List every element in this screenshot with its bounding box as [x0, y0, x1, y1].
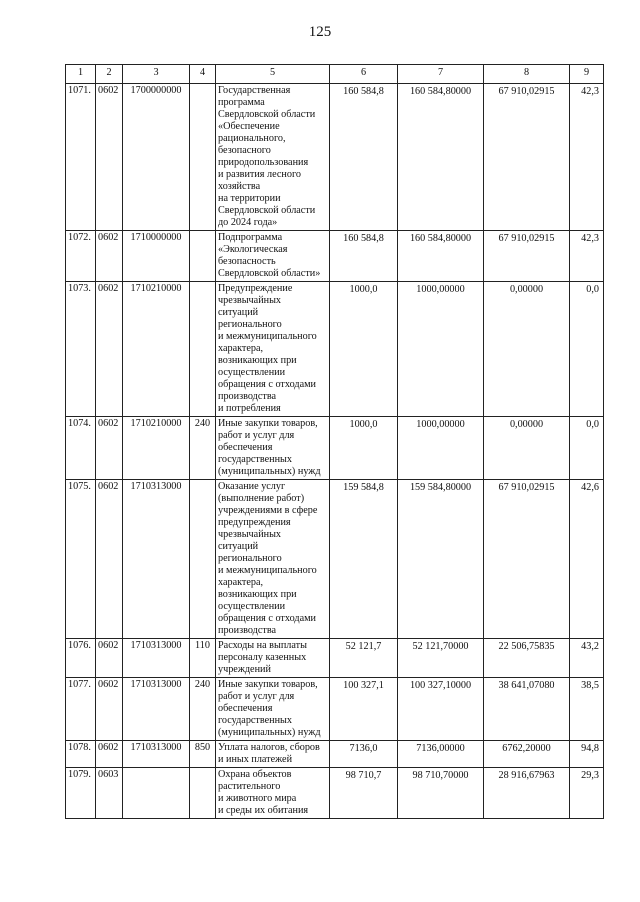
- name-cell: Иные закупки товаров, работ и услуг для обеспечения государственных (муниципальных) нужд: [216, 678, 330, 741]
- percent-cell: 29,3: [570, 768, 604, 819]
- executed-amount-cell: 6762,20000: [484, 741, 570, 768]
- planned-amount-cell: 160 584,8: [330, 231, 398, 282]
- expense-type-cell: [190, 768, 216, 819]
- planned-amount-cell: 160 584,8: [330, 84, 398, 231]
- expense-type-cell: [190, 282, 216, 417]
- planned-amount-cell: 1000,0: [330, 417, 398, 480]
- planned-amount-cell: 52 121,7: [330, 639, 398, 678]
- refined-amount-cell: 160 584,80000: [398, 84, 484, 231]
- section-code-cell: 0602: [96, 231, 123, 282]
- table-row: [66, 282, 604, 417]
- name-cell: Государственная программа Свердловской области «Обеспечение рационального, безопасного природопользования и развития лесного хозяйства на территории Свердловской области до 2024 года»: [216, 84, 330, 231]
- column-header: 1: [66, 65, 96, 84]
- column-header: 9: [570, 65, 604, 84]
- target-article-cell: 1700000000: [123, 84, 190, 231]
- refined-amount-cell: 100 327,10000: [398, 678, 484, 741]
- table-body: [66, 65, 604, 819]
- refined-amount-cell: 1000,00000: [398, 282, 484, 417]
- planned-amount-cell: 7136,0: [330, 741, 398, 768]
- column-header: 6: [330, 65, 398, 84]
- section-code-cell: 0602: [96, 84, 123, 231]
- name-cell: Предупреждение чрезвычайных ситуаций регионального и межмуниципального характера, возникающих при осуществлении обращения с отходами производства и потребления: [216, 282, 330, 417]
- executed-amount-cell: 0,00000: [484, 282, 570, 417]
- target-article-cell: [123, 768, 190, 819]
- expense-type-cell: [190, 480, 216, 639]
- section-code-cell: 0602: [96, 741, 123, 768]
- table-row: [66, 639, 604, 678]
- section-code-cell: 0602: [96, 678, 123, 741]
- row-number-cell: 1076.: [66, 639, 96, 678]
- planned-amount-cell: 1000,0: [330, 282, 398, 417]
- column-header: 7: [398, 65, 484, 84]
- column-header: 3: [123, 65, 190, 84]
- row-number-cell: 1077.: [66, 678, 96, 741]
- percent-cell: 0,0: [570, 282, 604, 417]
- refined-amount-cell: 98 710,70000: [398, 768, 484, 819]
- expense-type-cell: 850: [190, 741, 216, 768]
- table-row: [66, 417, 604, 480]
- percent-cell: 0,0: [570, 417, 604, 480]
- executed-amount-cell: 0,00000: [484, 417, 570, 480]
- section-code-cell: 0603: [96, 768, 123, 819]
- planned-amount-cell: 100 327,1: [330, 678, 398, 741]
- page-number: 125: [308, 24, 332, 40]
- target-article-cell: 1710313000: [123, 639, 190, 678]
- refined-amount-cell: 52 121,70000: [398, 639, 484, 678]
- column-header: 8: [484, 65, 570, 84]
- section-code-cell: 0602: [96, 639, 123, 678]
- refined-amount-cell: 1000,00000: [398, 417, 484, 480]
- column-header: 2: [96, 65, 123, 84]
- percent-cell: 94,8: [570, 741, 604, 768]
- expense-type-cell: 240: [190, 678, 216, 741]
- section-code-cell: 0602: [96, 282, 123, 417]
- executed-amount-cell: 67 910,02915: [484, 480, 570, 639]
- executed-amount-cell: 28 916,67963: [484, 768, 570, 819]
- row-number-cell: 1079.: [66, 768, 96, 819]
- table-row: [66, 84, 604, 231]
- target-article-cell: 1710313000: [123, 741, 190, 768]
- percent-cell: 42,3: [570, 84, 604, 231]
- name-cell: Подпрограмма «Экологическая безопасность Свердловской области»: [216, 231, 330, 282]
- refined-amount-cell: 159 584,80000: [398, 480, 484, 639]
- budget-table: [65, 64, 604, 819]
- planned-amount-cell: 159 584,8: [330, 480, 398, 639]
- target-article-cell: 1710210000: [123, 417, 190, 480]
- expense-type-cell: 110: [190, 639, 216, 678]
- name-cell: Иные закупки товаров, работ и услуг для обеспечения государственных (муниципальных) нужд: [216, 417, 330, 480]
- column-header: 4: [190, 65, 216, 84]
- row-number-cell: 1075.: [66, 480, 96, 639]
- target-article-cell: 1710313000: [123, 480, 190, 639]
- column-header: 5: [216, 65, 330, 84]
- row-number-cell: 1072.: [66, 231, 96, 282]
- executed-amount-cell: 67 910,02915: [484, 231, 570, 282]
- target-article-cell: 1710313000: [123, 678, 190, 741]
- target-article-cell: 1710000000: [123, 231, 190, 282]
- expense-type-cell: [190, 84, 216, 231]
- expense-type-cell: 240: [190, 417, 216, 480]
- percent-cell: 42,6: [570, 480, 604, 639]
- executed-amount-cell: 38 641,07080: [484, 678, 570, 741]
- row-number-cell: 1073.: [66, 282, 96, 417]
- table-row: [66, 678, 604, 741]
- table-row: [66, 768, 604, 819]
- name-cell: Расходы на выплаты персоналу казенных учреждений: [216, 639, 330, 678]
- table-header-row: [66, 65, 604, 84]
- name-cell: Охрана объектов растительного и животного мира и среды их обитания: [216, 768, 330, 819]
- percent-cell: 42,3: [570, 231, 604, 282]
- name-cell: Уплата налогов, сборов и иных платежей: [216, 741, 330, 768]
- executed-amount-cell: 67 910,02915: [484, 84, 570, 231]
- table-row: [66, 480, 604, 639]
- expense-type-cell: [190, 231, 216, 282]
- section-code-cell: 0602: [96, 417, 123, 480]
- row-number-cell: 1078.: [66, 741, 96, 768]
- target-article-cell: 1710210000: [123, 282, 190, 417]
- refined-amount-cell: 160 584,80000: [398, 231, 484, 282]
- planned-amount-cell: 98 710,7: [330, 768, 398, 819]
- table-row: [66, 741, 604, 768]
- name-cell: Оказание услуг (выполнение работ) учреждениями в сфере предупреждения чрезвычайных ситуаций регионального и межмуниципального характера, возникающих при осуществлении обращения с отходами производства: [216, 480, 330, 639]
- row-number-cell: 1074.: [66, 417, 96, 480]
- executed-amount-cell: 22 506,75835: [484, 639, 570, 678]
- table-row: [66, 231, 604, 282]
- percent-cell: 38,5: [570, 678, 604, 741]
- percent-cell: 43,2: [570, 639, 604, 678]
- refined-amount-cell: 7136,00000: [398, 741, 484, 768]
- section-code-cell: 0602: [96, 480, 123, 639]
- row-number-cell: 1071.: [66, 84, 96, 231]
